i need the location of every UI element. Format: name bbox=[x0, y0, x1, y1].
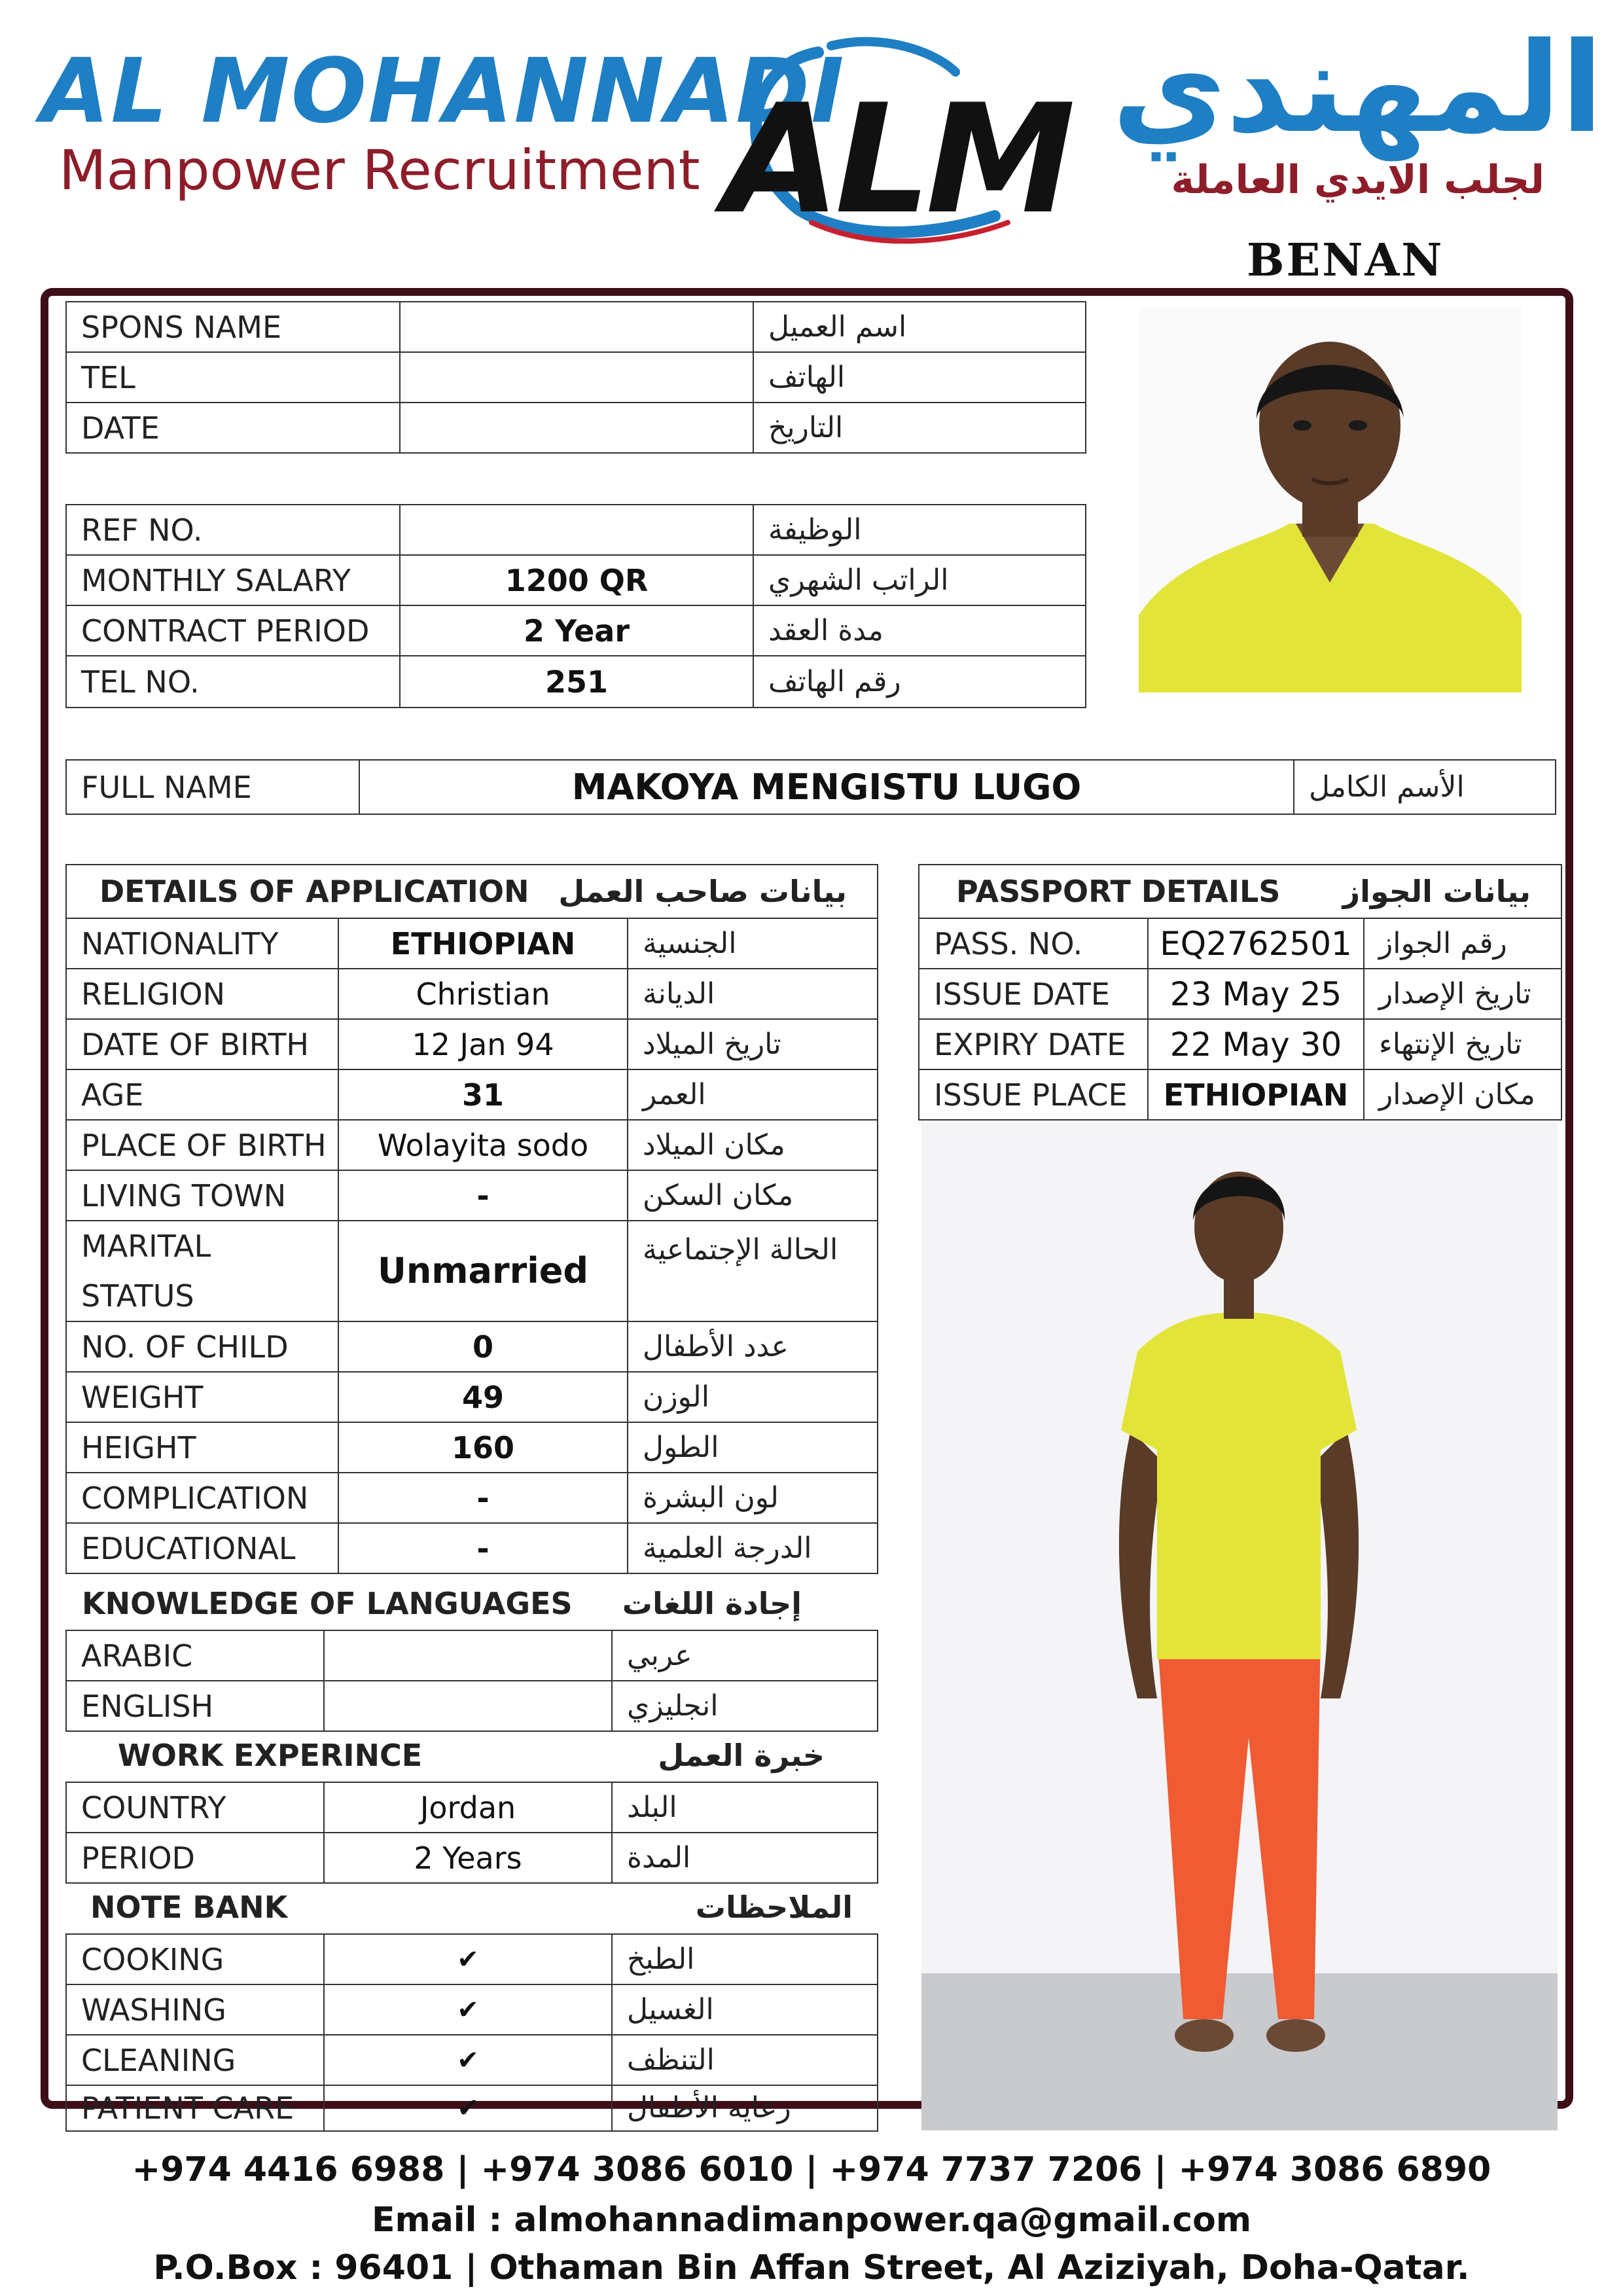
full-name-value: MAKOYA MENGISTU LUGO bbox=[359, 759, 1294, 815]
expiry-date-label: EXPIRY DATE bbox=[918, 1018, 1149, 1070]
brand-name-en: AL MOHANNADI bbox=[41, 40, 846, 143]
passport-title-ar: بيانات الجواز bbox=[1342, 874, 1531, 909]
experience-title: WORK EXPERINCE bbox=[118, 1738, 423, 1773]
experience-title-ar: خبرة العمل bbox=[658, 1738, 825, 1773]
full-body-photo-icon bbox=[921, 1122, 1558, 2130]
sponsor-value bbox=[399, 301, 754, 353]
complication-label-ar: لون البشرة bbox=[627, 1472, 878, 1524]
logo-text: ALM bbox=[724, 73, 1071, 247]
weight-label-ar: الوزن bbox=[627, 1371, 878, 1423]
sponsor-tel-label-ar: الهاتف bbox=[753, 351, 1086, 403]
tel-no-label: TEL NO. bbox=[65, 655, 401, 708]
height-label: HEIGHT bbox=[65, 1422, 339, 1473]
educational-label-ar: الدرجة العلمية bbox=[627, 1522, 878, 1574]
passport-title: PASSPORT DETAILS bbox=[956, 874, 1281, 909]
sponsor-date-value bbox=[399, 402, 754, 454]
portrait-photo-icon bbox=[1139, 308, 1522, 692]
religion-value: Christian bbox=[338, 968, 628, 1020]
complication-value: - bbox=[338, 1472, 628, 1524]
application-title-ar: بيانات صاحب العمل bbox=[558, 874, 847, 909]
english-label: ENGLISH bbox=[65, 1680, 325, 1732]
alm-logo bbox=[720, 26, 1071, 249]
living-town-value: - bbox=[338, 1170, 628, 1221]
nationality-value: ETHIOPIAN bbox=[338, 918, 628, 969]
arabic-label: ARABIC bbox=[65, 1630, 325, 1681]
tel-no-label-ar: رقم الهاتف bbox=[753, 655, 1086, 708]
weight-label: WEIGHT bbox=[65, 1371, 339, 1423]
cleaning-label-ar: التنظف bbox=[611, 2034, 878, 2086]
salary-label: MONTHLY SALARY bbox=[65, 554, 401, 606]
religion-label: RELIGION bbox=[65, 968, 339, 1020]
footer-email[interactable]: Email : almohannadimanpower.qa@gmail.com bbox=[371, 2200, 1252, 2240]
cooking-label: COOKING bbox=[65, 1933, 325, 1985]
issue-date-value: 23 May 25 bbox=[1147, 968, 1364, 1020]
expiry-date-value: 22 May 30 bbox=[1147, 1018, 1364, 1070]
languages-title: KNOWLEDGE OF LANGUAGES bbox=[82, 1586, 573, 1621]
weight-value: 49 bbox=[338, 1371, 628, 1423]
english-value bbox=[323, 1680, 613, 1732]
cooking-label-ar: الطبخ bbox=[611, 1933, 878, 1985]
living-town-label-ar: مكان السكن bbox=[627, 1170, 878, 1221]
issue-place-value: ETHIOPIAN bbox=[1147, 1069, 1364, 1121]
notes-title: NOTE BANK bbox=[90, 1890, 288, 1925]
languages-title-ar: إجادة اللغات bbox=[622, 1586, 802, 1621]
expiry-date-label-ar: تاريخ الإنتهاء bbox=[1363, 1018, 1562, 1070]
educational-label: EDUCATIONAL bbox=[65, 1522, 339, 1574]
salary-value: 1200 QR bbox=[399, 554, 754, 606]
country-value: Jordan bbox=[323, 1782, 613, 1833]
washing-check-icon: ✔ bbox=[323, 1984, 613, 2036]
application-title: DETAILS OF APPLICATION bbox=[99, 874, 529, 909]
marital-label-line2: STATUS bbox=[81, 1278, 194, 1314]
age-label-ar: العمر bbox=[627, 1069, 878, 1121]
pob-label: PLACE OF BIRTH bbox=[65, 1119, 339, 1171]
marital-value: Unmarried bbox=[338, 1220, 628, 1322]
ref-no-value bbox=[399, 504, 754, 556]
living-town-label: LIVING TOWN bbox=[65, 1170, 339, 1221]
marital-label-line1: MARITAL bbox=[81, 1229, 211, 1264]
marital-label-ar: الحالة الإجتماعية bbox=[627, 1220, 878, 1322]
sponsor-date-label: DATE bbox=[65, 402, 401, 454]
brand-english bbox=[41, 40, 846, 203]
washing-label: WASHING bbox=[65, 1984, 325, 2036]
washing-label-ar: الغسيل bbox=[611, 1984, 878, 2036]
period-label-ar: المدة bbox=[611, 1832, 878, 1884]
english-label-ar: انجليزي bbox=[611, 1680, 878, 1732]
brand-subtitle-ar: لجلب الايدي العاملة bbox=[1171, 157, 1544, 203]
arabic-label-ar: عربي bbox=[611, 1630, 878, 1681]
pass-no-value: EQ2762501 bbox=[1147, 918, 1364, 969]
height-label-ar: الطول bbox=[627, 1422, 878, 1473]
notes-title-ar: الملاحظات bbox=[695, 1890, 853, 1925]
issue-date-label: ISSUE DATE bbox=[918, 968, 1149, 1020]
sponsor-date-label-ar: التاريخ bbox=[753, 402, 1086, 454]
issue-place-label: ISSUE PLACE bbox=[918, 1069, 1149, 1121]
contract-value: 2 Year bbox=[399, 605, 754, 656]
nationality-label: NATIONALITY bbox=[65, 918, 339, 969]
ref-no-label: REF NO. bbox=[65, 504, 401, 556]
patient-care-label-ar: رعاية الأطفال bbox=[611, 2085, 878, 2132]
arabic-value bbox=[323, 1630, 613, 1681]
agency-name: BENAN bbox=[1247, 234, 1444, 287]
footer-phones: +974 4416 6988 | +974 3086 6010 | +974 7737 7206 | +974 3086 6890 bbox=[132, 2150, 1491, 2189]
educational-value: - bbox=[338, 1522, 628, 1574]
cleaning-label: CLEANING bbox=[65, 2034, 325, 2086]
brand-subtitle-en: Manpower Recruitment bbox=[59, 138, 700, 202]
footer-address: P.O.Box : 96401 | Othaman Bin Affan Street, Al Aziziyah, Doha-Qatar. bbox=[153, 2248, 1470, 2287]
notes-header bbox=[90, 1881, 853, 1933]
full-name-label-ar: الأسم الكامل bbox=[1293, 759, 1556, 815]
issue-date-label-ar: تاريخ الإصدار bbox=[1363, 968, 1562, 1020]
pob-value: Wolayita sodo bbox=[338, 1119, 628, 1171]
complication-label: COMPLICATION bbox=[65, 1472, 339, 1524]
sponsor-tel-value bbox=[399, 351, 754, 403]
tel-no-value: 251 bbox=[399, 655, 754, 708]
country-label: COUNTRY bbox=[65, 1782, 325, 1833]
cleaning-check-icon: ✔ bbox=[323, 2034, 613, 2086]
dob-value: 12 Jan 94 bbox=[338, 1018, 628, 1070]
pass-no-label-ar: رقم الجواز bbox=[1363, 918, 1562, 969]
salary-label-ar: الراتب الشهري bbox=[753, 554, 1086, 606]
period-label: PERIOD bbox=[65, 1832, 325, 1884]
full-name-label: FULL NAME bbox=[65, 759, 360, 815]
children-label: NO. OF CHILD bbox=[65, 1321, 339, 1372]
brand-arabic bbox=[1067, 16, 1603, 203]
sponsor-tel-label: TEL bbox=[65, 351, 401, 403]
patient-care-label: PATIENT CARE bbox=[65, 2085, 325, 2132]
application-header bbox=[65, 864, 878, 919]
children-value: 0 bbox=[338, 1321, 628, 1372]
religion-label-ar: الديانة bbox=[627, 968, 878, 1020]
country-label-ar: البلد bbox=[611, 1782, 878, 1833]
age-value: 31 bbox=[338, 1069, 628, 1121]
brand-name-ar: المهندي bbox=[1112, 16, 1603, 160]
dob-label-ar: تاريخ الميلاد bbox=[627, 1018, 878, 1070]
dob-label: DATE OF BIRTH bbox=[65, 1018, 339, 1070]
ref-no-label-ar: الوظيفة bbox=[753, 504, 1086, 556]
experience-header bbox=[118, 1729, 825, 1782]
pass-no-label: PASS. NO. bbox=[918, 918, 1149, 969]
contract-label-ar: مدة العقد bbox=[753, 605, 1086, 656]
sponsor-label: SPONS NAME bbox=[65, 301, 401, 353]
portrait-photo bbox=[1139, 308, 1522, 692]
contract-label: CONTRACT PERIOD bbox=[65, 605, 401, 656]
age-label: AGE bbox=[65, 1069, 339, 1121]
pob-label-ar: مكان الميلاد bbox=[627, 1119, 878, 1171]
height-value: 160 bbox=[338, 1422, 628, 1473]
sponsor-label-ar: اسم العميل bbox=[753, 301, 1086, 353]
nationality-label-ar: الجنسية bbox=[627, 918, 878, 969]
period-value: 2 Years bbox=[323, 1832, 613, 1884]
issue-place-label-ar: مكان الإصدار bbox=[1363, 1069, 1562, 1121]
marital-label bbox=[65, 1220, 339, 1322]
languages-header bbox=[82, 1577, 802, 1630]
children-label-ar: عدد الأطفال bbox=[627, 1321, 878, 1372]
full-body-photo bbox=[921, 1122, 1558, 2130]
patient-care-check-icon: ✔ bbox=[323, 2085, 613, 2132]
passport-header bbox=[918, 864, 1562, 919]
cooking-check-icon: ✔ bbox=[323, 1933, 613, 1985]
